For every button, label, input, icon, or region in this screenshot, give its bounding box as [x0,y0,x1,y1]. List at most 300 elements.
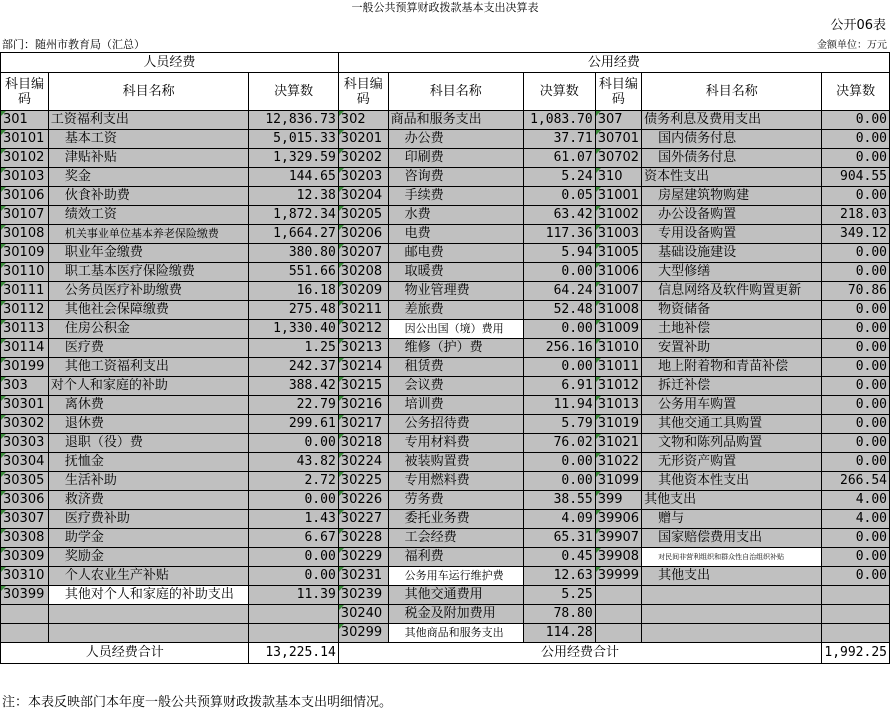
subject-name-cell: 税金及附加费用 [388,605,523,624]
subject-name-cell: 维修（护）费 [388,339,523,358]
table-row [1,225,890,244]
subject-name-cell: 对民间非营利组织和群众性自治组织补贴 [642,548,822,567]
subject-code-cell: 31012 [595,377,641,396]
subject-code-cell: 30111 [1,282,49,301]
subject-name-cell: 其他商品和服务支出 [388,624,523,643]
subject-name-cell: 专用燃料费 [388,472,523,491]
subject-code-cell: 30302 [1,415,49,434]
table-row [1,434,890,453]
subject-name-cell: 其他支出 [642,491,822,510]
amount-cell: 904.55 [822,168,890,187]
amount-cell: 63.42 [523,206,595,225]
subject-code-cell: 30303 [1,434,49,453]
subject-name-cell: 生活补助 [48,472,248,491]
amount-cell: 70.86 [822,282,890,301]
amount-cell: 1,872.34 [249,206,338,225]
amount-cell: 0.00 [822,358,890,377]
amount-cell: 0.00 [249,567,338,586]
subject-name-cell: 伙食补助费 [48,187,248,206]
group-header-public: 公用经费 [338,53,889,73]
subject-name-cell: 国外债务付息 [642,149,822,168]
subject-code-cell: 31022 [595,453,641,472]
subject-code-cell: 30217 [338,415,388,434]
subject-code-cell: 39999 [595,567,641,586]
amount-cell: 4.00 [822,491,890,510]
subject-code-cell: 30205 [338,206,388,225]
column-header-name: 科目名称 [48,73,248,111]
subject-name-cell: 咨询费 [388,168,523,187]
amount-cell: 16.18 [249,282,338,301]
amount-cell: 6.91 [523,377,595,396]
amount-cell: 0.00 [523,263,595,282]
table-row [1,263,890,282]
subject-code-cell: 30209 [338,282,388,301]
subject-name-cell: 救济费 [48,491,248,510]
subject-name-cell: 医疗费补助 [48,510,248,529]
column-header-code: 科目编码 [338,73,388,111]
amount-cell: 0.00 [523,453,595,472]
table-row [1,415,890,434]
subject-code-cell [1,605,49,624]
subject-name-cell: 房屋建筑物购建 [642,187,822,206]
subject-name-cell: 国内债务付息 [642,130,822,149]
amount-cell: 1.25 [249,339,338,358]
amount-cell: 0.00 [822,149,890,168]
table-row [1,567,890,586]
subject-name-cell: 其他资本性支出 [642,472,822,491]
subject-name-cell: 印刷费 [388,149,523,168]
subject-name-cell: 培训费 [388,396,523,415]
amount-cell [822,586,890,605]
amount-cell: 0.00 [822,434,890,453]
subject-name-cell: 基础设施建设 [642,244,822,263]
subject-name-cell: 其他交通费用 [388,586,523,605]
amount-cell: 0.00 [822,529,890,548]
subject-code-cell: 30201 [338,130,388,149]
amount-cell: 1,329.59 [249,149,338,168]
subject-name-cell: 公务用车运行维护费 [388,567,523,586]
subject-code-cell: 30225 [338,472,388,491]
subject-name-cell: 医疗费 [48,339,248,358]
subject-name-cell: 拆迁补偿 [642,377,822,396]
subject-code-cell: 30229 [338,548,388,567]
subject-name-cell [48,605,248,624]
subject-code-cell: 30306 [1,491,49,510]
table-row [1,187,890,206]
subject-name-cell: 奖励金 [48,548,248,567]
subject-name-cell: 职业年金缴费 [48,244,248,263]
amount-cell: 12,836.73 [249,111,338,130]
subject-code-cell: 310 [595,168,641,187]
subject-name-cell: 无形资产购置 [642,453,822,472]
subject-code-cell: 31007 [595,282,641,301]
subject-code-cell: 30101 [1,130,49,149]
subject-code-cell: 31001 [595,187,641,206]
subject-code-cell: 30240 [338,605,388,624]
subject-name-cell [642,586,822,605]
subject-name-cell: 公务员医疗补助缴费 [48,282,248,301]
subject-name-cell: 委托业务费 [388,510,523,529]
amount-cell: 0.00 [523,320,595,339]
table-row [1,130,890,149]
subject-code-cell: 30114 [1,339,49,358]
amount-cell: 5.79 [523,415,595,434]
amount-cell: 275.48 [249,301,338,320]
subject-code-cell: 30206 [338,225,388,244]
subject-code-cell: 30211 [338,301,388,320]
subject-name-cell: 地上附着物和青苗补偿 [642,358,822,377]
subject-code-cell: 30227 [338,510,388,529]
amount-cell: 5.24 [523,168,595,187]
amount-cell: 0.00 [249,491,338,510]
amount-cell: 4.00 [822,510,890,529]
subject-name-cell: 工会经费 [388,529,523,548]
amount-cell: 0.00 [249,548,338,567]
table-row [1,472,890,491]
subject-code-cell: 31006 [595,263,641,282]
subject-code-cell [595,624,641,643]
amount-cell: 144.65 [249,168,338,187]
subject-name-cell: 其他社会保障缴费 [48,301,248,320]
amount-cell: 78.80 [523,605,595,624]
subject-name-cell: 退职（役）费 [48,434,248,453]
subject-name-cell: 公务用车购置 [642,396,822,415]
subject-code-cell: 30307 [1,510,49,529]
subject-name-cell: 物业管理费 [388,282,523,301]
subject-code-cell: 30113 [1,320,49,339]
amount-cell: 5,015.33 [249,130,338,149]
subject-name-cell: 离休费 [48,396,248,415]
subject-code-cell: 30305 [1,472,49,491]
subject-code-cell: 30301 [1,396,49,415]
subject-code-cell: 30103 [1,168,49,187]
amount-cell [249,624,338,643]
column-header-code: 科目编码 [595,73,641,111]
subject-code-cell [595,605,641,624]
subject-code-cell: 31013 [595,396,641,415]
amount-cell: 266.54 [822,472,890,491]
subject-code-cell: 302 [338,111,388,130]
subject-code-cell: 30226 [338,491,388,510]
amount-cell: 38.55 [523,491,595,510]
subject-code-cell: 30310 [1,567,49,586]
subject-name-cell: 土地补偿 [642,320,822,339]
subject-name-cell [642,605,822,624]
subject-code-cell: 30202 [338,149,388,168]
subject-name-cell: 退休费 [48,415,248,434]
subject-name-cell: 债务利息及费用支出 [642,111,822,130]
subject-code-cell: 30106 [1,187,49,206]
amount-cell: 0.00 [523,358,595,377]
table-row [1,529,890,548]
subject-code-cell: 303 [1,377,49,396]
subject-code-cell: 30399 [1,586,49,605]
subject-name-cell: 奖金 [48,168,248,187]
amount-cell: 4.09 [523,510,595,529]
subject-name-cell: 公务招待费 [388,415,523,434]
column-header-code: 科目编码 [1,73,49,111]
subject-code-cell: 30216 [338,396,388,415]
table-row [1,548,890,567]
subject-name-cell: 办公设备购置 [642,206,822,225]
amount-cell: 0.00 [822,301,890,320]
amount-cell [822,605,890,624]
subject-name-cell [48,624,248,643]
amount-cell: 11.39 [249,586,338,605]
amount-cell [822,624,890,643]
subject-code-cell: 30215 [338,377,388,396]
subject-name-cell: 取暖费 [388,263,523,282]
subject-code-cell: 30203 [338,168,388,187]
subject-name-cell: 劳务费 [388,491,523,510]
expenditure-table [0,52,890,664]
subject-code-cell: 30213 [338,339,388,358]
amount-cell: 0.00 [822,396,890,415]
amount-cell: 64.24 [523,282,595,301]
personnel-total-label: 人员经费合计 [1,643,249,664]
subject-code-cell: 30212 [338,320,388,339]
subject-code-cell: 30304 [1,453,49,472]
subject-code-cell: 30107 [1,206,49,225]
table-row [1,149,890,168]
amount-cell: 0.00 [822,453,890,472]
subject-name-cell: 差旅费 [388,301,523,320]
table-row [1,510,890,529]
amount-cell: 388.42 [249,377,338,396]
subject-code-cell: 31009 [595,320,641,339]
subject-code-cell: 30701 [595,130,641,149]
amount-cell: 551.66 [249,263,338,282]
subject-name-cell: 被装购置费 [388,453,523,472]
amount-cell: 1,083.70 [523,111,595,130]
subject-code-cell: 31099 [595,472,641,491]
amount-cell: 12.38 [249,187,338,206]
footnote: 注：本表反映部门本年度一般公共预算财政拨款基本支出明细情况。 [2,695,393,710]
amount-cell: 0.05 [523,187,595,206]
subject-code-cell [1,624,49,643]
subject-name-cell: 电费 [388,225,523,244]
amount-cell: 218.03 [822,206,890,225]
amount-cell: 0.00 [822,111,890,130]
subject-name-cell: 个人农业生产补贴 [48,567,248,586]
amount-cell: 242.37 [249,358,338,377]
subject-name-cell: 工资福利支出 [48,111,248,130]
subject-name-cell: 安置补助 [642,339,822,358]
table-row [1,491,890,510]
amount-cell: 43.82 [249,453,338,472]
table-row [1,396,890,415]
department-label: 部门：随州市教育局（汇总） [2,38,145,51]
subject-name-cell: 机关事业单位基本养老保险缴费 [48,225,248,244]
table-row [1,244,890,263]
amount-cell: 0.00 [822,187,890,206]
subject-code-cell: 30239 [338,586,388,605]
subject-name-cell: 水费 [388,206,523,225]
subject-name-cell: 办公费 [388,130,523,149]
subject-name-cell: 津贴补贴 [48,149,248,168]
amount-cell: 380.80 [249,244,338,263]
subject-code-cell: 301 [1,111,49,130]
amount-cell: 1.43 [249,510,338,529]
amount-cell: 0.00 [822,263,890,282]
subject-name-cell: 商品和服务支出 [388,111,523,130]
subject-code-cell: 30108 [1,225,49,244]
amount-cell: 0.00 [523,472,595,491]
amount-cell: 0.00 [822,377,890,396]
amount-cell: 2.72 [249,472,338,491]
column-header-amount: 决算数 [523,73,595,111]
subject-code-cell: 307 [595,111,641,130]
subject-name-cell: 赠与 [642,510,822,529]
subject-code-cell: 31002 [595,206,641,225]
subject-code-cell: 30308 [1,529,49,548]
subject-name-cell: 职工基本医疗保险缴费 [48,263,248,282]
amount-cell: 0.00 [822,548,890,567]
amount-cell: 1,664.27 [249,225,338,244]
amount-cell: 0.00 [822,320,890,339]
subject-name-cell: 国家赔偿费用支出 [642,529,822,548]
table-row [1,586,890,605]
subject-code-cell: 30702 [595,149,641,168]
subject-name-cell: 绩效工资 [48,206,248,225]
table-row [1,624,890,643]
amount-cell: 6.67 [249,529,338,548]
subject-name-cell: 大型修缮 [642,263,822,282]
subject-name-cell: 文物和陈列品购置 [642,434,822,453]
subject-name-cell: 其他对个人和家庭的补助支出 [48,586,248,605]
table-row [1,168,890,187]
public-total-amount: 1,992.25 [822,643,890,664]
amount-cell: 0.00 [249,434,338,453]
group-header-personnel: 人员经费 [1,53,339,73]
subject-code-cell: 30110 [1,263,49,282]
subject-code-cell: 31005 [595,244,641,263]
subject-name-cell: 住房公积金 [48,320,248,339]
amount-cell: 22.79 [249,396,338,415]
subject-code-cell: 31008 [595,301,641,320]
subject-code-cell: 30102 [1,149,49,168]
table-row [1,301,890,320]
subject-code-cell: 30224 [338,453,388,472]
subject-code-cell [595,586,641,605]
amount-cell [249,605,338,624]
subject-code-cell: 31003 [595,225,641,244]
table-row [1,282,890,301]
subject-code-cell: 31011 [595,358,641,377]
subject-name-cell: 福利费 [388,548,523,567]
amount-cell: 65.31 [523,529,595,548]
column-header-amount: 决算数 [249,73,338,111]
subject-name-cell: 对个人和家庭的补助 [48,377,248,396]
subject-code-cell: 399 [595,491,641,510]
amount-cell: 117.36 [523,225,595,244]
amount-cell: 12.63 [523,567,595,586]
subject-name-cell: 其他工资福利支出 [48,358,248,377]
subject-name-cell: 抚恤金 [48,453,248,472]
amount-cell: 0.00 [822,567,890,586]
amount-unit-label: 金额单位：万元 [817,40,887,51]
amount-cell: 5.25 [523,586,595,605]
subject-name-cell: 基本工资 [48,130,248,149]
table-row [1,377,890,396]
table-title: 一般公共预算财政拨款基本支出决算表 [351,1,539,14]
subject-name-cell: 信息网络及软件购置更新 [642,282,822,301]
table-row [1,206,890,225]
amount-cell: 37.71 [523,130,595,149]
subject-code-cell: 30309 [1,548,49,567]
table-row [1,453,890,472]
amount-cell: 0.00 [822,339,890,358]
subject-name-cell: 其他支出 [642,567,822,586]
subject-name-cell: 物资储备 [642,301,822,320]
amount-cell: 61.07 [523,149,595,168]
amount-cell: 299.61 [249,415,338,434]
amount-cell: 76.02 [523,434,595,453]
amount-cell: 0.00 [822,244,890,263]
amount-cell: 1,330.40 [249,320,338,339]
table-row [1,605,890,624]
subject-code-cell: 30204 [338,187,388,206]
amount-cell: 349.12 [822,225,890,244]
amount-cell: 52.48 [523,301,595,320]
subject-name-cell [642,624,822,643]
column-header-name: 科目名称 [642,73,822,111]
subject-name-cell: 助学金 [48,529,248,548]
table-row [1,339,890,358]
table-row [1,111,890,130]
amount-cell: 0.45 [523,548,595,567]
subject-name-cell: 其他交通工具购置 [642,415,822,434]
subject-code-cell: 30199 [1,358,49,377]
amount-cell: 114.28 [523,624,595,643]
subject-code-cell: 31010 [595,339,641,358]
subject-name-cell: 因公出国（境）费用 [388,320,523,339]
subject-name-cell: 手续费 [388,187,523,206]
subject-name-cell: 专用材料费 [388,434,523,453]
column-header-name: 科目名称 [388,73,523,111]
subject-name-cell: 邮电费 [388,244,523,263]
amount-cell: 0.00 [822,415,890,434]
amount-cell: 11.94 [523,396,595,415]
subject-code-cell: 30208 [338,263,388,282]
subject-code-cell: 30207 [338,244,388,263]
subject-code-cell: 39906 [595,510,641,529]
public-total-label: 公用经费合计 [338,643,822,664]
subject-code-cell: 31021 [595,434,641,453]
subject-name-cell: 专用设备购置 [642,225,822,244]
subject-name-cell: 会议费 [388,377,523,396]
subject-code-cell: 31019 [595,415,641,434]
subject-code-cell: 30228 [338,529,388,548]
subject-code-cell: 30231 [338,567,388,586]
column-header-amount: 决算数 [822,73,890,111]
amount-cell: 256.16 [523,339,595,358]
subject-code-cell: 30218 [338,434,388,453]
subject-code-cell: 30112 [1,301,49,320]
subject-name-cell: 资本性支出 [642,168,822,187]
subject-code-cell: 30299 [338,624,388,643]
table-row [1,320,890,339]
personnel-total-amount: 13,225.14 [249,643,338,664]
amount-cell: 0.00 [822,130,890,149]
subject-code-cell: 30109 [1,244,49,263]
subject-code-cell: 30214 [338,358,388,377]
form-number: 公开06表 [830,18,886,33]
table-row [1,358,890,377]
amount-cell: 5.94 [523,244,595,263]
subject-name-cell: 租赁费 [388,358,523,377]
subject-code-cell: 39908 [595,548,641,567]
